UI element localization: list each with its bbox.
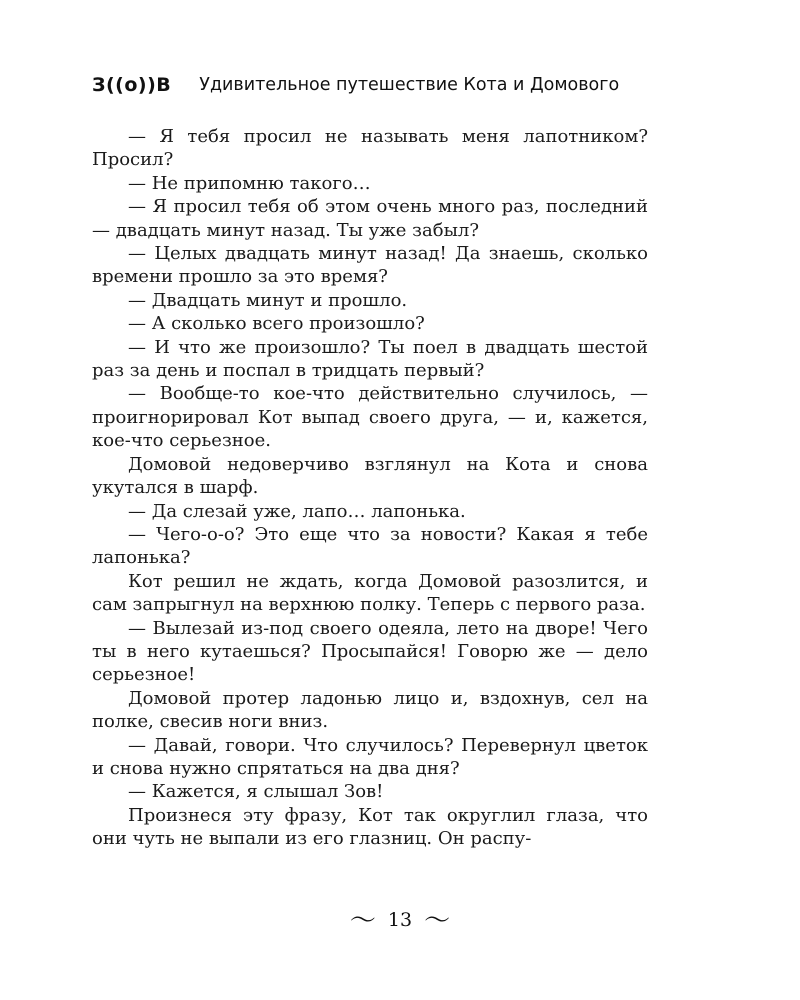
running-header <box>92 70 652 100</box>
paragraph: — Вообще-то кое-что действительно случилось, — проигнорировал Кот выпад своего друга, — и, кажется, кое-что серьезное. <box>92 383 648 452</box>
book-title: Удивительное путешествие Кота и Домового <box>199 75 620 95</box>
paragraph: — А сколько всего произошло? <box>128 313 425 335</box>
page-footer <box>0 905 800 935</box>
paragraph: — Я просил тебя об этом очень много раз, последний — двадцать минут назад. Ты уже забыл? <box>92 196 648 241</box>
paragraph: — Целых двадцать минут назад! Да знаешь, сколько времени прошло за это время? <box>92 243 648 288</box>
paragraph: Кот решил не ждать, когда Домовой разозлится, и сам запрыгнул на верхнюю полку. Теперь с первого раза. <box>92 570 648 616</box>
paragraph: — Кажется, я слышал Зов! <box>128 781 384 803</box>
paragraph: — Да слезай уже, лапо… лапонька. <box>128 500 466 522</box>
series-logo: З((о))В <box>92 74 172 96</box>
paragraph: — Вылезай из-под своего одеяла, лето на дворе! Чего ты в него кутаешься? Просыпайся! Говорю же — дело серьезное! <box>92 617 648 686</box>
paragraph: — Давай, говори. Что случилось? Перевернул цветок и снова нужно спрятаться на два дня? <box>92 734 648 779</box>
paragraph: — Я тебя просил не называть меня лапотником? Просил? <box>92 126 648 171</box>
paragraph: — Не припомню такого… <box>128 172 371 194</box>
paragraph: — И что же произошло? Ты поел в двадцать шестой раз за день и поспал в тридцать первый? <box>92 336 648 382</box>
paragraph: — Двадцать минут и прошло. <box>128 289 408 311</box>
ornament-right-icon: 〜 <box>424 905 451 936</box>
paragraph: Домовой протер ладонью лицо и, вздохнув, сел на полке, свесив ноги вниз. <box>92 687 648 733</box>
page-number: 13 <box>387 909 413 931</box>
body-text <box>92 125 648 851</box>
paragraph: — Чего-о-о? Это еще что за новости? Какая я тебе лапонька? <box>92 523 648 569</box>
paragraph: Домовой недоверчиво взглянул на Кота и снова укутался в шарф. <box>92 453 648 499</box>
paragraph: Произнеся эту фразу, Кот так округлил глаза, что они чуть не выпали из его глазниц. Он распу- <box>92 804 648 850</box>
ornament-left-icon: 〜 <box>349 905 376 936</box>
